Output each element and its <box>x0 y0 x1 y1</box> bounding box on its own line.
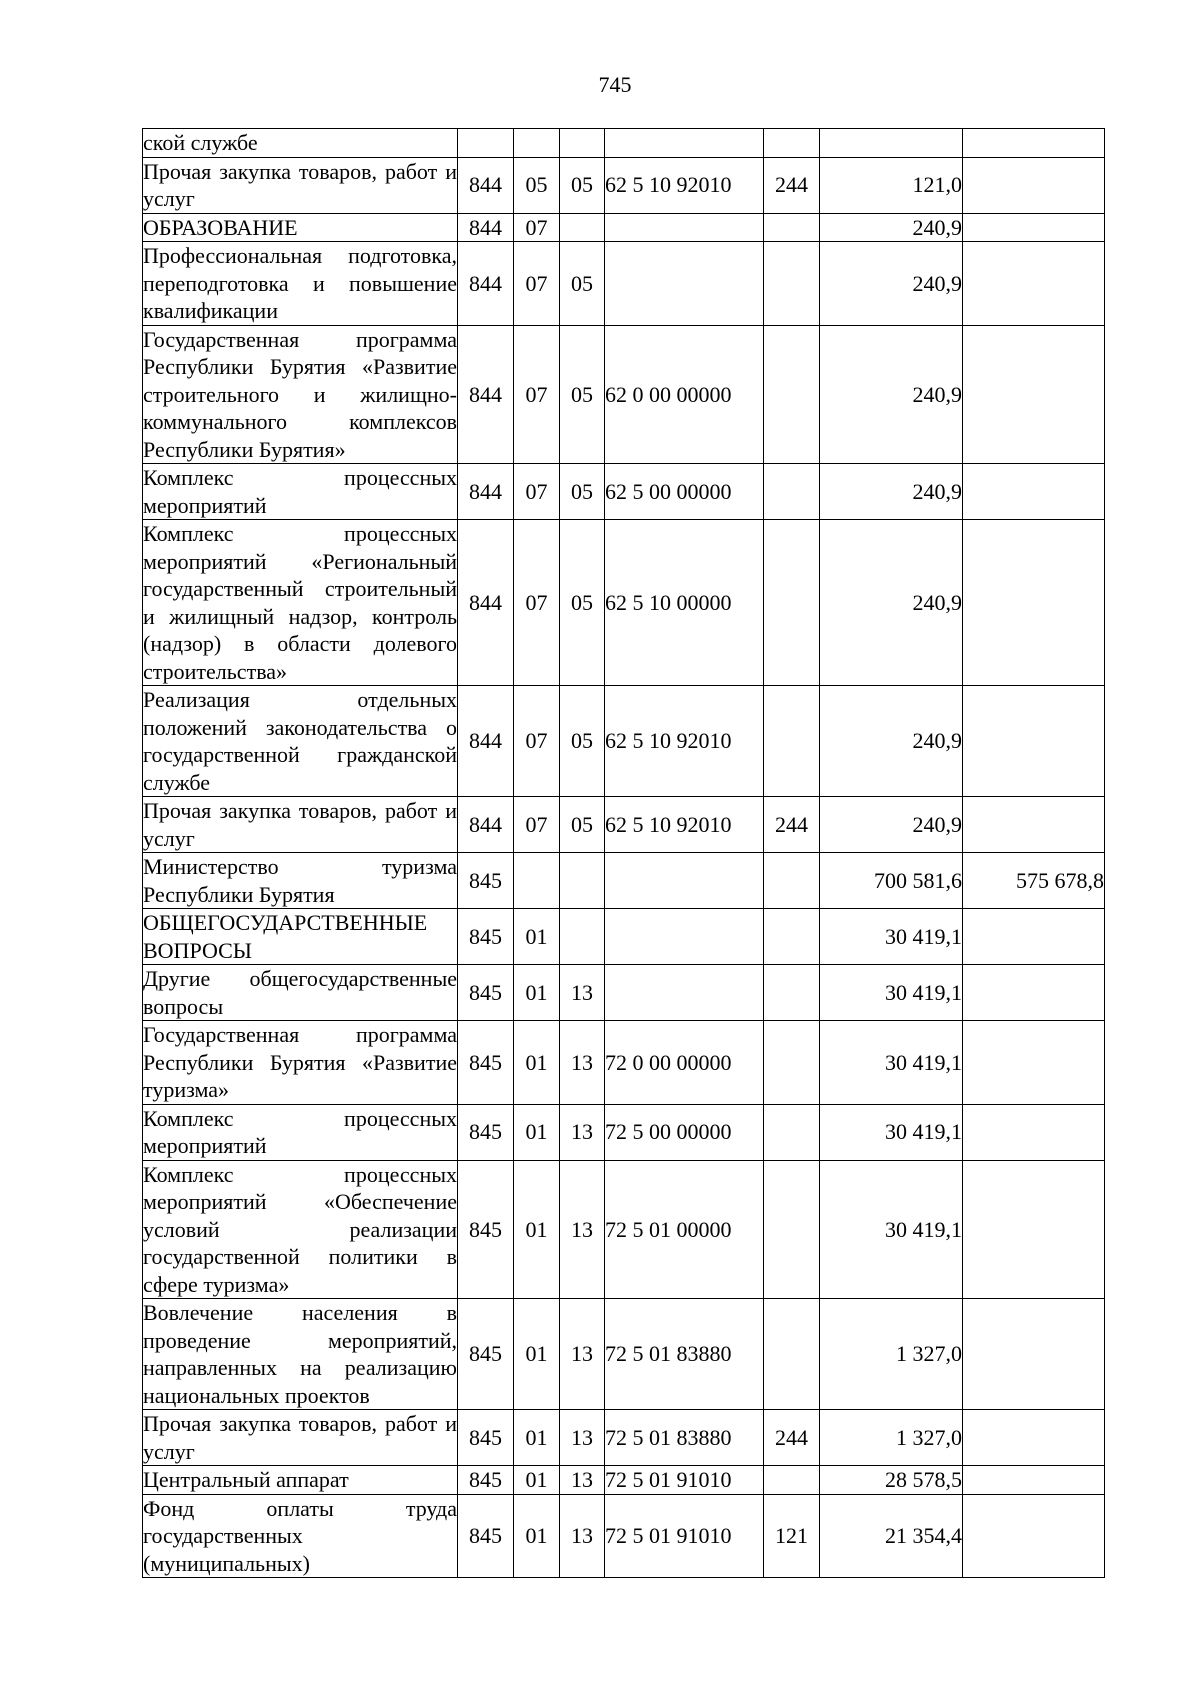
cell-amount-2 <box>963 909 1105 965</box>
cell-expense-type <box>764 325 820 464</box>
page-number: 745 <box>598 72 632 97</box>
cell-expense-type <box>764 1466 820 1495</box>
cell-ministry-code: 845 <box>458 1104 514 1160</box>
cell-target-article: 62 5 00 00000 <box>605 464 764 520</box>
cell-amount-1: 30 419,1 <box>820 1160 963 1299</box>
cell-expense-type <box>764 1021 820 1105</box>
cell-target-article: 72 5 01 00000 <box>605 1160 764 1299</box>
cell-amount-1: 121,0 <box>820 157 963 213</box>
cell-section: 01 <box>514 1466 560 1495</box>
cell-amount-2 <box>963 213 1105 242</box>
cell-section: 07 <box>514 325 560 464</box>
cell-subsection: 13 <box>560 1021 605 1105</box>
cell-ministry-code: 845 <box>458 1410 514 1466</box>
budget-table <box>142 128 1105 1578</box>
cell-subsection <box>560 909 605 965</box>
cell-expense-type <box>764 242 820 326</box>
cell-section: 01 <box>514 1410 560 1466</box>
cell-name: Комплекс процессных мероприятий «Обеспечение условий реализации государственной политики в сфере туризма» <box>143 1161 457 1297</box>
table-row <box>143 853 1105 909</box>
cell-amount-2 <box>963 325 1105 464</box>
cell-target-article: 72 0 00 00000 <box>605 1021 764 1105</box>
cell-section: 07 <box>514 520 560 686</box>
cell-section: 07 <box>514 464 560 520</box>
cell-section <box>514 129 560 158</box>
cell-target-article: 72 5 01 91010 <box>605 1494 764 1578</box>
table-row <box>143 909 1105 965</box>
cell-subsection <box>560 129 605 158</box>
cell-target-article: 72 5 01 91010 <box>605 1466 764 1495</box>
cell-amount-2 <box>963 797 1105 853</box>
cell-section: 01 <box>514 1021 560 1105</box>
cell-subsection: 05 <box>560 797 605 853</box>
cell-name: Комплекс процессных мероприятий <box>143 1105 457 1158</box>
cell-target-article <box>605 965 764 1021</box>
table-body <box>143 129 1105 1578</box>
cell-expense-type <box>764 909 820 965</box>
cell-amount-2 <box>963 1160 1105 1299</box>
cell-expense-type: 121 <box>764 1494 820 1578</box>
cell-target-article: 62 0 00 00000 <box>605 325 764 464</box>
cell-amount-1: 240,9 <box>820 325 963 464</box>
table-row <box>143 1299 1105 1410</box>
cell-section: 01 <box>514 1494 560 1578</box>
table-row <box>143 464 1105 520</box>
cell-amount-1: 700 581,6 <box>820 853 963 909</box>
cell-ministry-code: 844 <box>458 242 514 326</box>
cell-target-article: 62 5 10 92010 <box>605 157 764 213</box>
cell-expense-type: 244 <box>764 157 820 213</box>
cell-ministry-code: 844 <box>458 464 514 520</box>
cell-subsection: 13 <box>560 1410 605 1466</box>
cell-ministry-code: 845 <box>458 965 514 1021</box>
cell-name: Фонд оплаты труда государственных (муниципальных) <box>143 1495 457 1576</box>
cell-ministry-code: 845 <box>458 909 514 965</box>
cell-name: Центральный аппарат <box>143 1466 458 1495</box>
cell-expense-type <box>764 1299 820 1410</box>
cell-subsection: 05 <box>560 242 605 326</box>
cell-subsection: 13 <box>560 1299 605 1410</box>
cell-subsection <box>560 213 605 242</box>
cell-name: Комплекс процессных мероприятий «Региональный государственный строительный и жилищный надзор, контроль (надзор) в области долевого строительства» <box>143 521 457 684</box>
cell-amount-2 <box>963 129 1105 158</box>
cell-amount-1: 240,9 <box>820 520 963 686</box>
table-row <box>143 520 1105 686</box>
cell-section: 07 <box>514 686 560 797</box>
cell-section: 05 <box>514 157 560 213</box>
cell-ministry-code: 845 <box>458 1494 514 1578</box>
table-row <box>143 1410 1105 1466</box>
cell-target-article <box>605 129 764 158</box>
cell-amount-1: 21 354,4 <box>820 1494 963 1578</box>
cell-target-article <box>605 213 764 242</box>
cell-subsection: 05 <box>560 464 605 520</box>
cell-target-article: 72 5 01 83880 <box>605 1299 764 1410</box>
cell-name: Другие общегосударственные вопросы <box>143 966 457 1019</box>
cell-amount-1 <box>820 129 963 158</box>
cell-target-article: 72 5 00 00000 <box>605 1104 764 1160</box>
cell-name: ОБРАЗОВАНИЕ <box>143 213 458 242</box>
cell-ministry-code: 844 <box>458 686 514 797</box>
cell-amount-2 <box>963 1021 1105 1105</box>
cell-target-article: 62 5 10 92010 <box>605 686 764 797</box>
cell-section: 01 <box>514 909 560 965</box>
cell-subsection: 05 <box>560 325 605 464</box>
cell-ministry-code: 844 <box>458 797 514 853</box>
cell-name: Реализация отдельных положений законодательства о государственной гражданской службе <box>143 687 457 795</box>
cell-target-article <box>605 909 764 965</box>
cell-ministry-code: 845 <box>458 1299 514 1410</box>
cell-amount-2 <box>963 1494 1105 1578</box>
cell-target-article <box>605 242 764 326</box>
cell-name: ской службе <box>143 129 458 158</box>
cell-target-article: 72 5 01 83880 <box>605 1410 764 1466</box>
cell-expense-type <box>764 464 820 520</box>
cell-amount-2 <box>963 157 1105 213</box>
cell-subsection: 05 <box>560 686 605 797</box>
cell-amount-2: 575 678,8 <box>963 853 1105 909</box>
table-row <box>143 1494 1105 1578</box>
cell-amount-1: 30 419,1 <box>820 965 963 1021</box>
cell-ministry-code: 845 <box>458 1021 514 1105</box>
cell-amount-1: 240,9 <box>820 242 963 326</box>
cell-expense-type <box>764 129 820 158</box>
cell-name: ОБЩЕГОСУДАРСТВЕННЫЕ ВОПРОСЫ <box>143 909 458 965</box>
cell-amount-2 <box>963 965 1105 1021</box>
cell-target-article: 62 5 10 00000 <box>605 520 764 686</box>
cell-target-article: 62 5 10 92010 <box>605 797 764 853</box>
cell-amount-1: 240,9 <box>820 797 963 853</box>
cell-amount-2 <box>963 1466 1105 1495</box>
cell-name: Прочая закупка товаров, работ и услуг <box>143 158 457 211</box>
cell-name: Прочая закупка товаров, работ и услуг <box>143 798 457 851</box>
cell-section: 01 <box>514 1104 560 1160</box>
cell-subsection: 13 <box>560 1104 605 1160</box>
cell-name: Комплекс процессных мероприятий <box>143 465 457 518</box>
cell-name: Прочая закупка товаров, работ и услуг <box>143 1411 457 1464</box>
cell-ministry-code: 845 <box>458 1160 514 1299</box>
cell-expense-type <box>764 1160 820 1299</box>
cell-name: Министерство туризма Республики Бурятия <box>143 854 457 907</box>
cell-section: 07 <box>514 797 560 853</box>
cell-name: Профессиональная подготовка, переподготовка и повышение квалификации <box>143 243 457 323</box>
table-row <box>143 1104 1105 1160</box>
cell-section: 07 <box>514 242 560 326</box>
cell-amount-2 <box>963 1410 1105 1466</box>
table-row <box>143 213 1105 242</box>
cell-amount-2 <box>963 520 1105 686</box>
table-row <box>143 1466 1105 1495</box>
cell-subsection: 13 <box>560 1466 605 1495</box>
cell-expense-type <box>764 853 820 909</box>
table-row <box>143 325 1105 464</box>
cell-section: 01 <box>514 1160 560 1299</box>
cell-amount-1: 240,9 <box>820 464 963 520</box>
cell-amount-2 <box>963 1104 1105 1160</box>
cell-section: 01 <box>514 965 560 1021</box>
cell-expense-type <box>764 213 820 242</box>
cell-amount-1: 1 327,0 <box>820 1299 963 1410</box>
cell-ministry-code: 845 <box>458 853 514 909</box>
cell-expense-type: 244 <box>764 1410 820 1466</box>
cell-expense-type <box>764 686 820 797</box>
cell-section: 01 <box>514 1299 560 1410</box>
table-row <box>143 1021 1105 1105</box>
table-row <box>143 797 1105 853</box>
cell-ministry-code: 844 <box>458 325 514 464</box>
cell-target-article <box>605 853 764 909</box>
cell-subsection: 05 <box>560 520 605 686</box>
cell-ministry-code: 845 <box>458 1466 514 1495</box>
cell-ministry-code: 844 <box>458 520 514 686</box>
cell-amount-2 <box>963 1299 1105 1410</box>
cell-expense-type <box>764 1104 820 1160</box>
cell-amount-1: 240,9 <box>820 686 963 797</box>
cell-ministry-code: 844 <box>458 157 514 213</box>
cell-ministry-code: 844 <box>458 213 514 242</box>
cell-name: Вовлечение населения в проведение мероприятий, направленных на реализацию национальных проектов <box>143 1300 457 1408</box>
cell-amount-1: 30 419,1 <box>820 1104 963 1160</box>
cell-amount-1: 30 419,1 <box>820 1021 963 1105</box>
cell-name: Государственная программа Республики Бурятия «Развитие туризма» <box>143 1022 457 1102</box>
cell-amount-1: 240,9 <box>820 213 963 242</box>
table-row <box>143 157 1105 213</box>
table-row <box>143 242 1105 326</box>
cell-subsection: 05 <box>560 157 605 213</box>
cell-section: 07 <box>514 213 560 242</box>
cell-section <box>514 853 560 909</box>
cell-subsection: 13 <box>560 965 605 1021</box>
cell-expense-type <box>764 520 820 686</box>
cell-ministry-code <box>458 129 514 158</box>
cell-amount-1: 1 327,0 <box>820 1410 963 1466</box>
cell-amount-1: 30 419,1 <box>820 909 963 965</box>
cell-amount-1: 28 578,5 <box>820 1466 963 1495</box>
table-row <box>143 965 1105 1021</box>
cell-amount-2 <box>963 242 1105 326</box>
cell-subsection: 13 <box>560 1494 605 1578</box>
table-row <box>143 1160 1105 1299</box>
cell-amount-2 <box>963 686 1105 797</box>
table-row <box>143 129 1105 158</box>
cell-subsection: 13 <box>560 1160 605 1299</box>
cell-amount-2 <box>963 464 1105 520</box>
cell-name: Государственная программа Республики Бурятия «Развитие строительного и жилищно-коммунального комплексов Республики Бурятия» <box>143 326 457 462</box>
table-row <box>143 686 1105 797</box>
cell-expense-type <box>764 965 820 1021</box>
cell-expense-type: 244 <box>764 797 820 853</box>
cell-subsection <box>560 853 605 909</box>
